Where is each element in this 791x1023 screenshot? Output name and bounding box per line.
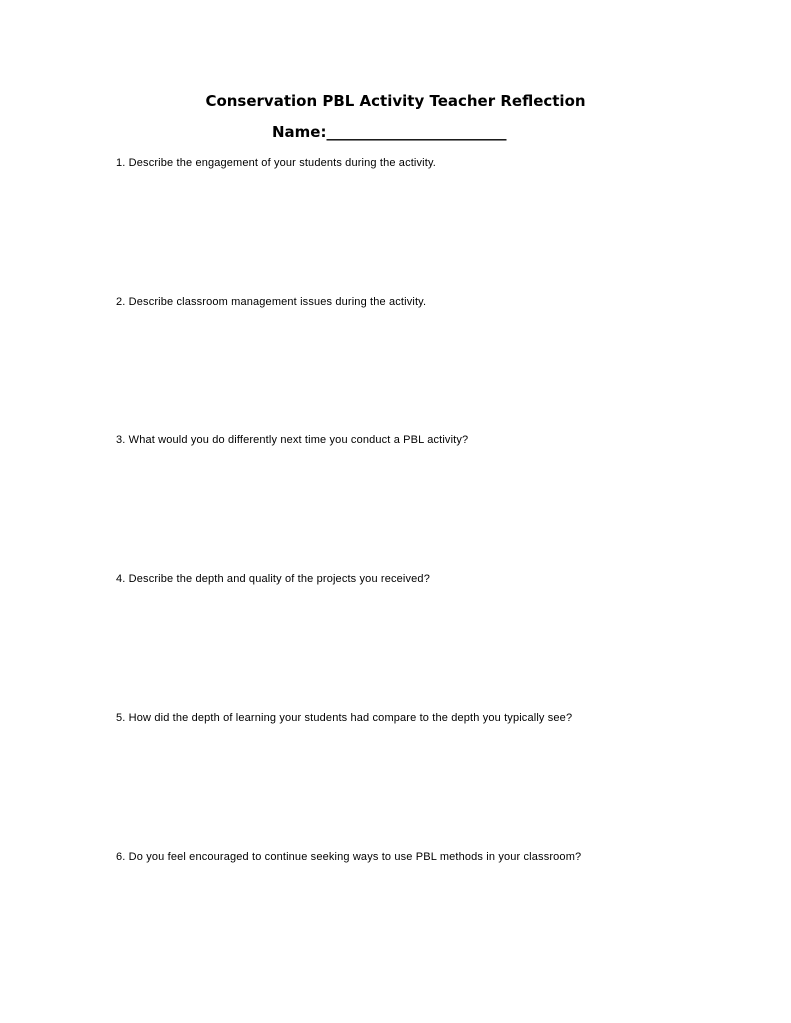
name-field: Name:________________________: [272, 123, 507, 141]
question-3: 3. What would you do differently next time you conduct a PBL activity?: [116, 434, 469, 446]
question-6: 6. Do you feel encouraged to continue seeking ways to use PBL methods in your classroom?: [116, 851, 582, 863]
question-4: 4. Describe the depth and quality of the projects you received?: [116, 573, 430, 585]
document-title: Conservation PBL Activity Teacher Reflection: [205, 92, 586, 110]
question-2: 2. Describe classroom management issues during the activity.: [116, 296, 427, 308]
question-1: 1. Describe the engagement of your students during the activity.: [116, 157, 437, 169]
question-5: 5. How did the depth of learning your students had compare to the depth you typically see?: [116, 712, 573, 724]
